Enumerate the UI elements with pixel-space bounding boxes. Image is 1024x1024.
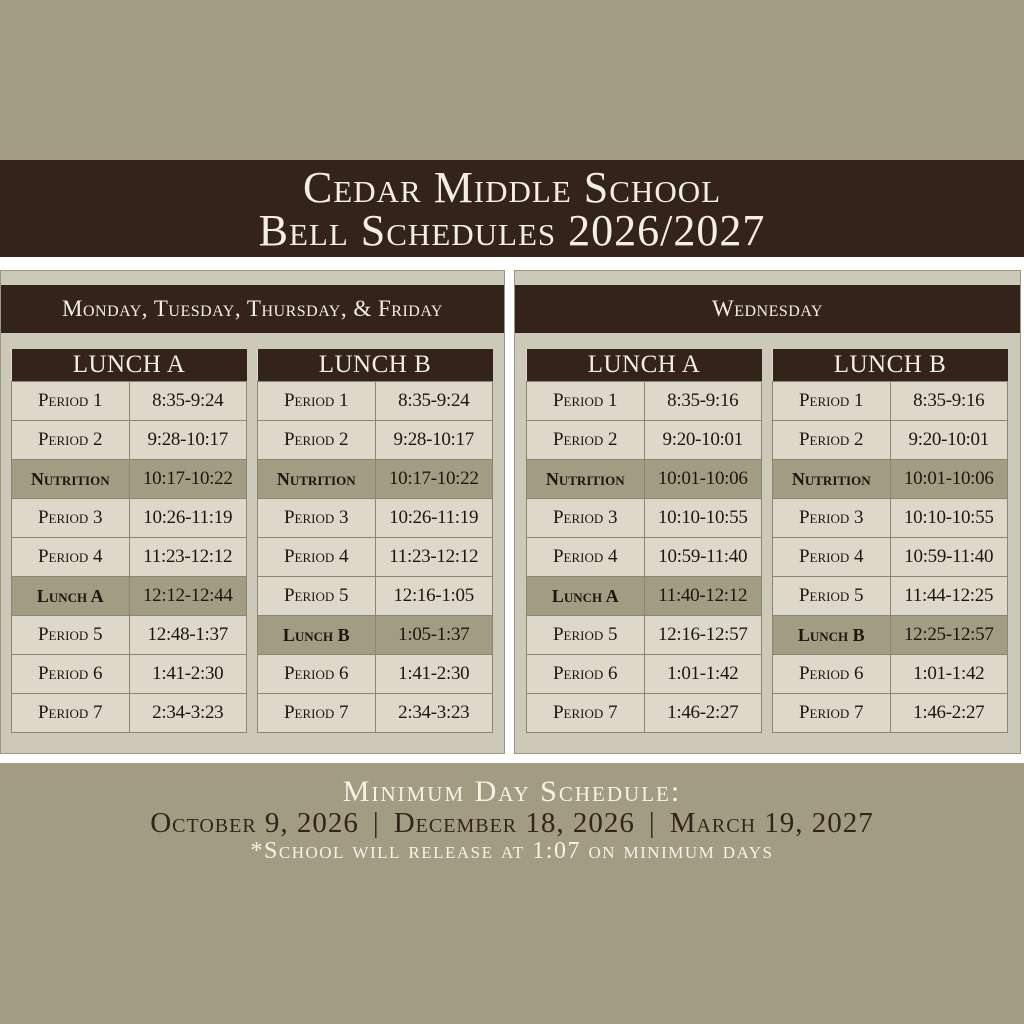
schedule-row xyxy=(258,655,493,694)
period-time: 12:16-1:05 xyxy=(375,577,493,616)
period-time: 10:26-11:19 xyxy=(129,499,247,538)
period-time: 10:59-11:40 xyxy=(890,538,1008,577)
period-time: 2:34-3:23 xyxy=(375,694,493,733)
period-time: 1:46-2:27 xyxy=(644,694,762,733)
schedule-row xyxy=(773,616,1008,655)
period-time: 12:48-1:37 xyxy=(129,616,247,655)
schedule-row xyxy=(527,616,762,655)
period-label: Period 7 xyxy=(258,694,376,733)
period-label: Nutrition xyxy=(527,460,645,499)
period-label: Period 3 xyxy=(527,499,645,538)
period-label: Period 2 xyxy=(258,421,376,460)
period-time: 8:35-9:24 xyxy=(375,382,493,421)
schedule-row xyxy=(258,616,493,655)
period-label: Period 3 xyxy=(258,499,376,538)
period-label: Period 6 xyxy=(773,655,891,694)
schedule-row xyxy=(258,499,493,538)
period-label: Period 3 xyxy=(773,499,891,538)
period-label: Period 1 xyxy=(12,382,130,421)
period-time: 11:23-12:12 xyxy=(375,538,493,577)
panel-title: Wednesday xyxy=(515,285,1020,333)
schedule-row xyxy=(773,577,1008,616)
schedule-title: Bell Schedules 2026/2027 xyxy=(258,206,766,255)
lunch-heading: LUNCH A xyxy=(12,349,247,382)
minimum-day-note: *School will release at 1:07 on minimum days xyxy=(250,838,774,864)
period-label: Period 7 xyxy=(773,694,891,733)
period-time: 12:12-12:44 xyxy=(129,577,247,616)
period-label: Period 4 xyxy=(12,538,130,577)
panel-mttf xyxy=(0,270,505,754)
period-time: 10:26-11:19 xyxy=(375,499,493,538)
schedule-row xyxy=(258,382,493,421)
lunch-a-table xyxy=(526,349,762,733)
period-label: Period 1 xyxy=(527,382,645,421)
lunch-b-table xyxy=(257,349,493,733)
period-time: 9:28-10:17 xyxy=(375,421,493,460)
period-label: Nutrition xyxy=(773,460,891,499)
school-name: Cedar Middle School xyxy=(302,163,722,212)
schedule-row xyxy=(773,382,1008,421)
period-time: 9:20-10:01 xyxy=(890,421,1008,460)
schedule-row xyxy=(258,538,493,577)
period-label: Period 7 xyxy=(527,694,645,733)
period-label: Period 2 xyxy=(12,421,130,460)
period-time: 1:41-2:30 xyxy=(375,655,493,694)
period-time: 8:35-9:24 xyxy=(129,382,247,421)
schedule-row xyxy=(12,421,247,460)
schedule-row xyxy=(773,538,1008,577)
period-label: Nutrition xyxy=(258,460,376,499)
minimum-day-dates xyxy=(0,807,1024,839)
minimum-day-title: Minimum Day Schedule: xyxy=(342,775,682,808)
schedule-row xyxy=(12,694,247,733)
schedule-row xyxy=(527,382,762,421)
period-time: 12:16-12:57 xyxy=(644,616,762,655)
period-time: 10:10-10:55 xyxy=(644,499,762,538)
lunch-heading: LUNCH B xyxy=(773,349,1008,382)
schedule-row xyxy=(773,460,1008,499)
schedule-row xyxy=(258,421,493,460)
period-label: Lunch A xyxy=(527,577,645,616)
period-label: Lunch B xyxy=(258,616,376,655)
period-time: 8:35-9:16 xyxy=(890,382,1008,421)
period-time: 10:17-10:22 xyxy=(129,460,247,499)
title-banner xyxy=(0,160,1024,257)
period-label: Period 5 xyxy=(258,577,376,616)
schedule-row xyxy=(12,616,247,655)
schedule-row xyxy=(12,655,247,694)
lunch-heading: LUNCH B xyxy=(258,349,493,382)
schedule-row xyxy=(12,499,247,538)
schedule-row xyxy=(773,499,1008,538)
schedule-row xyxy=(258,577,493,616)
period-time: 10:17-10:22 xyxy=(375,460,493,499)
schedule-row xyxy=(12,538,247,577)
period-time: 10:01-10:06 xyxy=(890,460,1008,499)
period-time: 11:23-12:12 xyxy=(129,538,247,577)
date-separator: | xyxy=(648,807,656,839)
minimum-date: December 18, 2026 xyxy=(393,807,635,839)
period-label: Period 6 xyxy=(527,655,645,694)
schedule-row xyxy=(527,577,762,616)
period-time: 10:01-10:06 xyxy=(644,460,762,499)
schedule-row xyxy=(527,460,762,499)
schedule-row xyxy=(527,421,762,460)
period-label: Nutrition xyxy=(12,460,130,499)
lunch-heading: LUNCH A xyxy=(527,349,762,382)
period-time: 1:01-1:42 xyxy=(644,655,762,694)
schedule-row xyxy=(773,694,1008,733)
period-label: Period 5 xyxy=(12,616,130,655)
lunch-a-table xyxy=(11,349,247,733)
period-label: Period 2 xyxy=(773,421,891,460)
period-label: Period 5 xyxy=(773,577,891,616)
period-time: 1:46-2:27 xyxy=(890,694,1008,733)
panel-title: Monday, Tuesday, Thursday, & Friday xyxy=(1,285,504,333)
schedule-row xyxy=(12,460,247,499)
panel-wednesday xyxy=(514,270,1021,754)
period-label: Period 6 xyxy=(258,655,376,694)
date-separator: | xyxy=(372,807,380,839)
period-time: 1:05-1:37 xyxy=(375,616,493,655)
period-label: Period 3 xyxy=(12,499,130,538)
period-label: Period 4 xyxy=(773,538,891,577)
period-label: Lunch B xyxy=(773,616,891,655)
schedule-row xyxy=(527,655,762,694)
period-label: Period 2 xyxy=(527,421,645,460)
period-time: 9:20-10:01 xyxy=(644,421,762,460)
schedule-row xyxy=(12,577,247,616)
schedule-row xyxy=(527,499,762,538)
period-label: Period 5 xyxy=(527,616,645,655)
schedule-row xyxy=(12,382,247,421)
period-time: 11:44-12:25 xyxy=(890,577,1008,616)
period-time: 10:10-10:55 xyxy=(890,499,1008,538)
period-time: 1:41-2:30 xyxy=(129,655,247,694)
schedule-row xyxy=(527,694,762,733)
schedule-row xyxy=(258,694,493,733)
schedule-row xyxy=(773,421,1008,460)
period-time: 11:40-12:12 xyxy=(644,577,762,616)
period-time: 1:01-1:42 xyxy=(890,655,1008,694)
schedule-row xyxy=(527,538,762,577)
period-time: 9:28-10:17 xyxy=(129,421,247,460)
period-time: 10:59-11:40 xyxy=(644,538,762,577)
period-label: Period 1 xyxy=(773,382,891,421)
period-label: Period 4 xyxy=(258,538,376,577)
minimum-date: March 19, 2027 xyxy=(669,807,874,839)
period-label: Period 7 xyxy=(12,694,130,733)
lunch-b-table xyxy=(772,349,1008,733)
period-time: 12:25-12:57 xyxy=(890,616,1008,655)
schedule-row xyxy=(258,460,493,499)
period-label: Period 6 xyxy=(12,655,130,694)
period-label: Period 4 xyxy=(527,538,645,577)
period-time: 8:35-9:16 xyxy=(644,382,762,421)
minimum-date: October 9, 2026 xyxy=(150,807,359,839)
schedule-row xyxy=(773,655,1008,694)
period-label: Period 1 xyxy=(258,382,376,421)
period-time: 2:34-3:23 xyxy=(129,694,247,733)
period-label: Lunch A xyxy=(12,577,130,616)
